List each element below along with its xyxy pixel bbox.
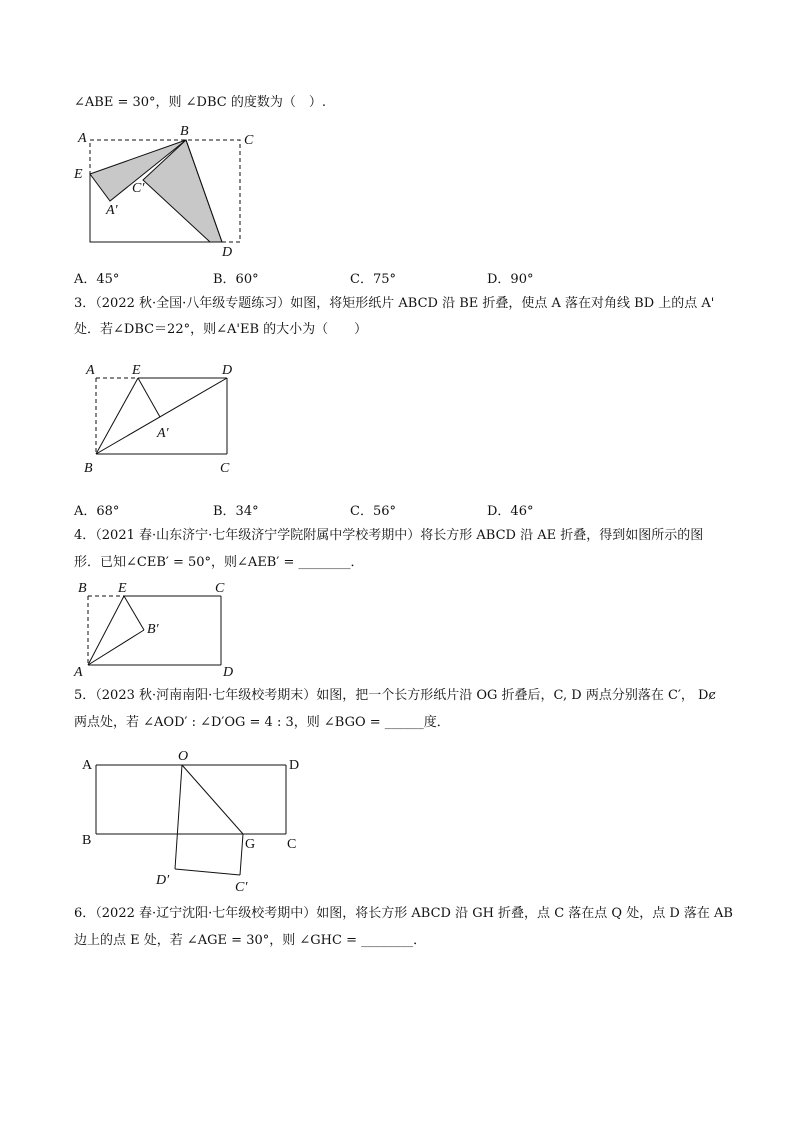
q4-label-Bp: B′ — [147, 622, 159, 637]
q3-option-c[interactable]: C．56° — [350, 504, 396, 519]
q4-question-line2: 形．已知∠CEB′ = 50°，则∠AEB′ = ________． — [74, 555, 364, 570]
q4-label-C: C — [215, 581, 225, 596]
q3-question-line1: 3．（2022 秋·全国·八年级专题练习）如图，将矩形纸片 ABCD 沿 BE 折叠，使点 A 落在对角线 BD 上的点 A' — [74, 296, 715, 311]
q2-option-c[interactable]: C．75° — [350, 272, 396, 287]
q3-label-E: E — [132, 363, 141, 378]
q3-option-a[interactable]: A．68° — [74, 504, 120, 519]
q2-label-E: E — [74, 167, 83, 182]
q4-fold-AE — [88, 596, 124, 665]
q5-line-DpCp — [175, 869, 240, 875]
q5-line-ODp — [175, 765, 182, 869]
q4-label-D: D — [223, 665, 234, 680]
q3-label-D: D — [222, 363, 233, 378]
q6-question-line2: 边上的点 E 处，若 ∠AGE = 30°，则 ∠GHC = ________． — [74, 933, 427, 948]
q2-label-A: A — [78, 131, 87, 146]
q2-label-Cp: C′ — [132, 181, 145, 196]
q3-label-C: C — [220, 461, 230, 476]
q6-question-line1: 6．（2022 春·辽宁沈阳·七年级校考期中）如图，将长方形 ABCD 沿 GH 折叠，点 C 落在点 Q 处，点 D 落在 AB — [74, 906, 733, 921]
q5-line-CpG — [240, 834, 243, 875]
q3-line-EAp — [138, 378, 160, 417]
q5-figure — [78, 748, 328, 898]
q5-fold-OG — [182, 765, 243, 834]
q3-diagonal-BD — [96, 378, 227, 454]
q3-label-B: B — [84, 461, 93, 476]
q5-label-D: D — [289, 758, 300, 773]
q2-label-B: B — [180, 124, 189, 139]
q2-figure — [70, 122, 270, 262]
q4-label-E: E — [118, 581, 127, 596]
q5-label-G: G — [245, 837, 256, 852]
q2-label-D: D — [222, 245, 233, 260]
q2-option-d[interactable]: D．90° — [487, 272, 534, 287]
q2-question-text: ∠ABE = 30°，则 ∠DBC 的度数为（ ）. — [74, 95, 326, 110]
q4-label-B: B — [78, 581, 87, 596]
q5-label-Dp: D′ — [156, 873, 170, 888]
q3-label-A: A — [86, 363, 95, 378]
q3-question-line2: 处．若∠DBC＝22°，则∠A'EB 的大小为（ ） — [74, 322, 368, 337]
q5-label-A: A — [82, 758, 93, 773]
q2-option-a[interactable]: A．45° — [74, 272, 120, 287]
q5-label-O: O — [178, 749, 189, 764]
q4-label-A: A — [74, 665, 83, 680]
q3-fold-BE — [96, 378, 138, 454]
q3-option-b[interactable]: B．34° — [213, 504, 259, 519]
q2-label-Ap: A′ — [106, 203, 118, 218]
q4-question-line1: 4．（2021 春·山东济宁·七年级济宁学院附属中学校考期中）将长方形 ABCD 沿 AE 折叠，得到如图所示的图 — [74, 528, 704, 543]
q4-line-EBp — [124, 596, 144, 630]
q5-label-C: C — [287, 837, 297, 852]
q2-label-C: C — [244, 133, 254, 148]
q4-figure — [72, 578, 242, 678]
q2-option-b[interactable]: B．60° — [213, 272, 259, 287]
q3-label-Ap: A′ — [157, 426, 169, 441]
q4-line-ABp — [88, 630, 144, 665]
q3-option-d[interactable]: D．46° — [487, 504, 534, 519]
q5-question-line1: 5．（2023 秋·河南南阳·七年级校考期末）如图，把一个长方形纸片沿 OG 折叠后，C, D 两点分别落在 C′， Dȼ — [74, 688, 716, 703]
q5-label-Cp: C′ — [235, 880, 248, 895]
q5-label-B: B — [82, 833, 92, 848]
q5-question-line2: 两点处，若 ∠AOD′ : ∠D′OG = 4 : 3，则 ∠BGO = ______度． — [74, 715, 450, 730]
q3-figure — [82, 360, 252, 480]
